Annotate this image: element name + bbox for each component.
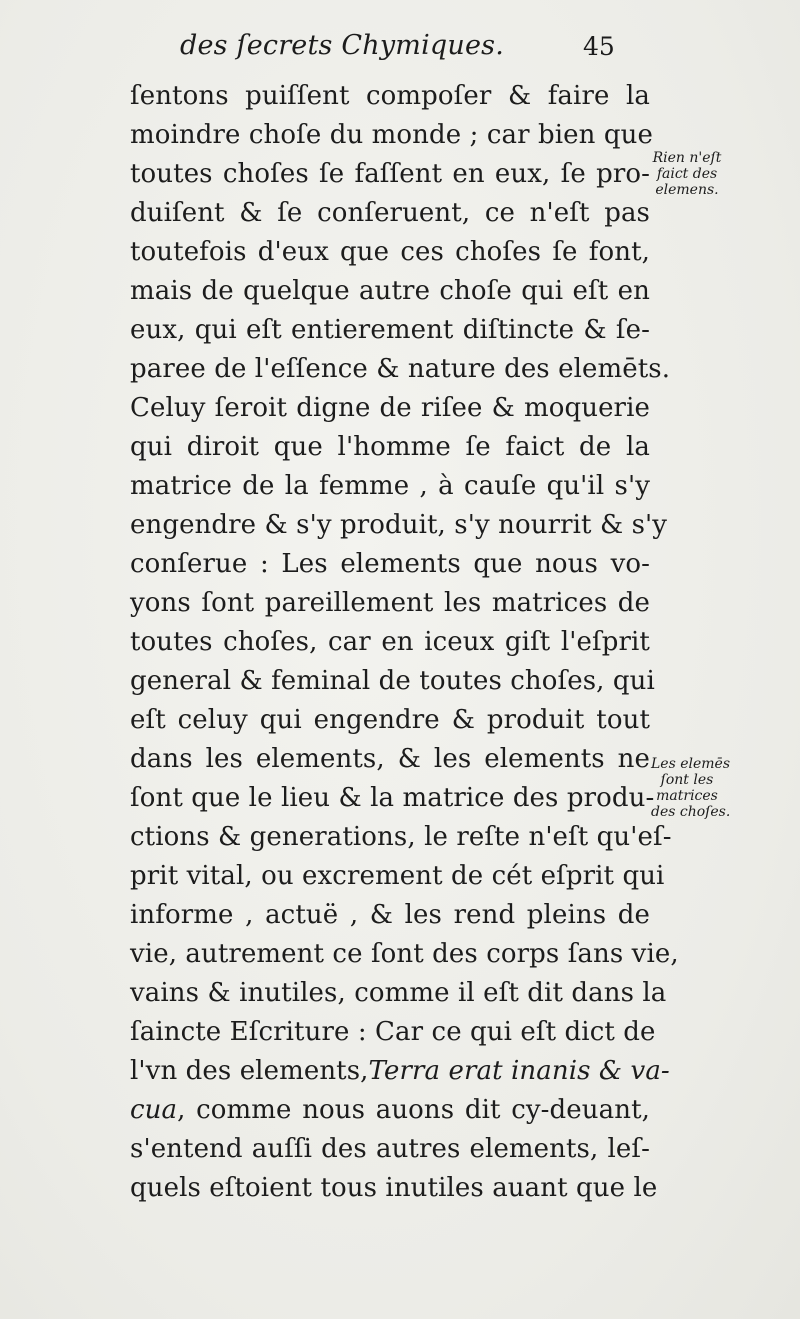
text-line: toutefois d'eux que ces choſes ſe font,	[130, 237, 650, 267]
margin-note-line: faict des	[656, 166, 718, 182]
latin-quote: cua	[130, 1095, 178, 1125]
text-line: general & feminal de toutes choſes, qui	[130, 666, 655, 696]
text-line: ſentons puiſſent compoſer & faire la	[130, 81, 650, 111]
text-line: yons ſont pareillement les matrices de	[130, 588, 650, 618]
page-number: 45	[583, 32, 615, 61]
margin-note-line: elemens.	[655, 182, 719, 198]
text-line: paree de l'eſſence & nature des elemēts.	[130, 354, 671, 384]
body-text	[130, 77, 679, 1208]
text-line: toutes choſes ſe faſſent en eux, ſe pro-	[130, 159, 650, 189]
text-line: matrice de la femme , à cauſe qu'il s'y	[130, 471, 650, 501]
margin-note-line: matrices	[656, 788, 718, 804]
text-span: l'vn des elements,	[130, 1056, 369, 1086]
text-line: ſaincte Eſcriture : Car ce qui eſt dict de	[130, 1017, 656, 1047]
text-line: duiſent & ſe conſeruent, ce n'eſt pas	[130, 198, 650, 228]
page-header	[0, 30, 800, 74]
text-line: conſerue : Les elements que nous vo-	[130, 549, 650, 579]
text-line: prit vital, ou excrement de cét eſprit qui	[130, 861, 665, 891]
text-line: eux, qui eſt entierement diſtincte & ſe-	[130, 315, 650, 345]
text-line: qui diroit que l'homme ſe faict de la	[130, 432, 650, 462]
margin-note-line: ſont les	[660, 772, 714, 788]
text-line: vie, autrement ce ſont des corps ſans vie,	[130, 939, 679, 969]
text-line: ctions & generations, le reſte n'eſt qu'eſ-	[130, 822, 672, 852]
text-line: ſont que le lieu & la matrice des produ-	[130, 783, 655, 813]
text-line: dans les elements, & les elements ne	[130, 744, 650, 774]
text-line: mais de quelque autre choſe qui eſt en	[130, 276, 650, 306]
text-line: toutes choſes, car en iceux giſt l'eſprit	[130, 627, 650, 657]
margin-note-line: Les elemēs	[651, 756, 731, 772]
text-line: informe , actuë , & les rend pleins de	[130, 900, 650, 930]
text-line: engendre & s'y produit, s'y nourrit & s'y	[130, 510, 668, 540]
text-line: quels eſtoient tous inutiles auant que le	[130, 1173, 658, 1203]
margin-note-rien	[651, 150, 723, 198]
margin-note-line: des choſes.	[651, 804, 731, 820]
margin-note-line: Rien n'eſt	[652, 150, 722, 166]
text-line: moindre choſe du monde ; car bien que	[130, 120, 653, 150]
text-line-with-latin	[130, 1091, 650, 1130]
text-span: , comme nous auons dit cy-deuant,	[177, 1095, 650, 1125]
text-line: Celuy ſeroit digne de riſee & moquerie	[130, 393, 650, 423]
text-line: s'entend auſſi des autres elements, leſ-	[130, 1134, 650, 1164]
text-line: vains & inutiles, comme il eſt dit dans la	[130, 978, 667, 1008]
running-title: des ſecrets Chymiques.	[180, 30, 504, 61]
latin-quote: Terra erat inanis & va-	[368, 1056, 670, 1086]
margin-note-elemens	[651, 756, 731, 820]
text-line-with-latin	[130, 1052, 670, 1091]
text-line: eſt celuy qui engendre & produit tout	[130, 705, 650, 735]
